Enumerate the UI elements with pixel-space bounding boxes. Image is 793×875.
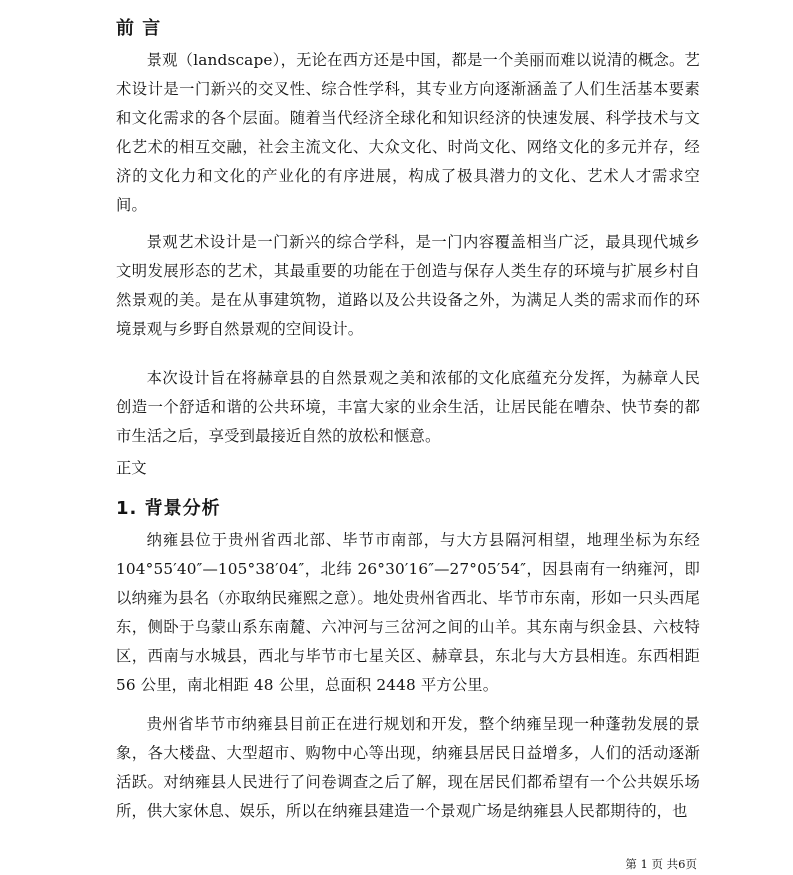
preface-paragraph-2: 景观艺术设计是一门新兴的综合学科，是一门内容覆盖相当广泛，最具现代城乡文明发展形态的艺术，其最重要的功能在于创造与保存人类生存的环境与扩展乡村自然景观的美。是在从事建筑物，道路以及公共设备之外，为满足人类的需求而作的环境景观与乡野自然景观的空间设计。: [116, 233, 700, 338]
section-paragraph-2: 贵州省毕节市纳雍县目前正在进行规划和开发，整个纳雍呈现一种蓬勃发展的景象，各大楼盘、大型超市、购物中心等出现，纳雍县居民日益增多，人们的活动逐渐活跃。对纳雍县人民进行了问卷调查之后了解，现在居民们都希望有一个公共娱乐场所，供大家休息、娱乐，所以在纳雍县建造一个景观广场是纳雍县人民都期待的，也: [116, 715, 700, 820]
preface-title: 前 言: [116, 18, 162, 39]
section-paragraph-1: 纳雍县位于贵州省西北部、毕节市南部，与大方县隔河相望，地理坐标为东经104°55′40″—105°38′04″，北纬 26°30′16″—27°05′54″，因县南有一纳雍河，即以纳雍为县名（亦取纳民雍熙之意）。地处贵州省西北、毕节市东南，形如一只头西尾东，侧卧于乌蒙山系东南麓、六冲河与三岔河之间的山羊。其东南与织金县、六枝特区，西南与水城县，西北与毕节市七星关区、赫章县，东北与大方县相连。东西相距 56 公里，南北相距 48 公里，总面积 2448 平方公里。: [116, 531, 700, 694]
section-title: 1. 背景分析: [116, 498, 221, 519]
body-label: 正文: [116, 459, 147, 477]
preface-paragraph-3: 本次设计旨在将赫章县的自然景观之美和浓郁的文化底蕴充分发挥，为赫章人民创造一个舒适和谐的公共环境，丰富大家的业余生活，让居民能在嘈杂、快节奏的都市生活之后，享受到最接近自然的放松和惬意。: [116, 369, 700, 445]
preface-paragraph-1: 景观（landscape），无论在西方还是中国，都是一个美丽而难以说清的概念。艺术设计是一门新兴的交叉性、综合性学科，其专业方向逐渐涵盖了人们生活基本要素和文化需求的各个层面。随着当代经济全球化和知识经济的快速发展、科学技术与文化艺术的相互交融，社会主流文化、大众文化、时尚文化、网络文化的多元并存，经济的文化力和文化的产业化的有序进展，构成了极具潜力的文化、艺术人才需求空间。: [116, 51, 700, 214]
page-footer: 第 1 页 共6页: [625, 857, 697, 871]
